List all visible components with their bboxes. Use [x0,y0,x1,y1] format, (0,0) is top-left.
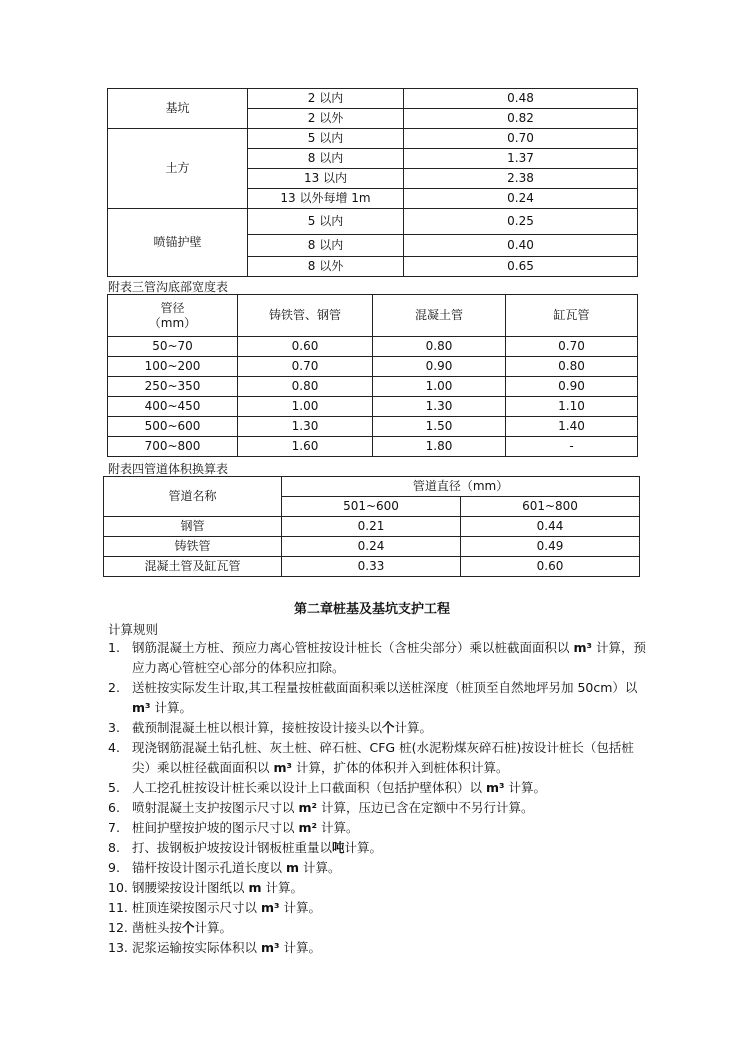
table-cell: 1.00 [238,397,373,417]
table-cell: 13 以外每增 1m [248,189,404,209]
table-row [104,557,640,577]
rule-text: 送桩按实际发生计取,其工程量按桩截面面积乘以送桩深度（桩顶至自然地坪另加 50cm）以 m³ 计算。 [132,680,638,715]
table-cell: 0.33 [282,557,461,577]
rule-number: 6. [108,800,120,815]
table-cell: 400~450 [108,397,238,417]
rules-list [108,638,648,958]
table4-caption: 附表四管道体积换算表 [108,462,229,476]
table-row [104,537,640,557]
table-row [108,357,638,377]
table-row [108,129,638,149]
header-concrete: 混凝土管 [373,295,506,337]
table-cell: 0.49 [461,537,640,557]
rule-text: 现浇钢筋混凝土钻孔桩、灰土桩、碎石桩、CFG 桩(水泥粉煤灰碎石桩)按设计桩长（包括桩尖）乘以桩径截面面积以 m³ 计算，扩体的体积并入到桩体积计算。 [132,740,634,775]
rule-item [108,818,648,838]
chapter-title: 第二章桩基及基坑支护工程 [293,602,450,617]
rule-number: 5. [108,780,120,795]
table3-caption: 附表三管沟底部宽度表 [108,280,229,294]
rule-item [108,738,648,778]
rule-item [108,718,648,738]
table-header-row [108,295,638,337]
subheader-cell: 501~600 [282,497,461,517]
table-cell: 0.80 [506,357,638,377]
subheader-cell: 601~800 [461,497,640,517]
rule-item [108,898,648,918]
rule-number: 8. [108,840,120,855]
group-label-earthwork: 土方 [108,129,248,209]
table-cell: 500~600 [108,417,238,437]
table-cell: 700~800 [108,437,238,457]
rule-text: 钢腰梁按设计图纸以 m 计算。 [132,880,303,895]
table-cell: 1.10 [506,397,638,417]
table-cell: 5 以内 [248,209,404,235]
table-cell: 8 以内 [248,235,404,257]
rule-text: 钢筋混凝土方桩、预应力离心管桩按设计桩长（含桩尖部分）乘以桩截面面积以 m³ 计算，预应力离心管桩空心部分的体积应扣除。 [132,640,646,675]
rule-text: 截预制混凝土桩以根计算，接桩按设计接头以个计算。 [132,720,433,735]
header-pipe-diameter: 管径 （mm） [108,295,238,337]
table-row [108,89,638,109]
rule-text: 喷射混凝土支护按图示尺寸以 m² 计算，压边已含在定额中不另行计算。 [132,800,534,815]
table-row [108,337,638,357]
group-label-shotcrete: 喷锚护壁 [108,209,248,277]
table-cell: 1.80 [373,437,506,457]
header-cast-iron: 铸铁管、钢管 [238,295,373,337]
table-cell: 1.30 [373,397,506,417]
rule-number: 9. [108,860,120,875]
trench-width-table [107,294,638,457]
table-cell: 2 以内 [248,89,404,109]
table-cell: 0.24 [282,537,461,557]
table-cell: 0.80 [373,337,506,357]
table-cell: 250~350 [108,377,238,397]
rule-text: 桩顶连梁按图示尺寸以 m³ 计算。 [132,900,321,915]
table-cell: 0.90 [373,357,506,377]
rule-item [108,638,648,678]
table-cell: 1.60 [238,437,373,457]
rule-number: 2. [108,680,120,695]
group-label-pit: 基坑 [108,89,248,129]
rule-item [108,678,648,718]
table-cell: 0.24 [404,189,638,209]
rule-item [108,878,648,898]
rule-number: 4. [108,740,120,755]
table-cell: 0.60 [461,557,640,577]
rule-text: 锚杆按设计图示孔道长度以 m 计算。 [132,860,341,875]
rule-item [108,938,648,958]
header-clay: 缸瓦管 [506,295,638,337]
coefficient-table [107,88,638,277]
table-cell: 0.40 [404,235,638,257]
table-cell: 50~70 [108,337,238,357]
rule-item [108,798,648,818]
header-pipe-name: 管道名称 [104,477,282,517]
table-cell: 0.65 [404,257,638,277]
table-cell: 0.80 [238,377,373,397]
table-cell: 2 以外 [248,109,404,129]
table-row [108,417,638,437]
rule-item [108,778,648,798]
table-cell: - [506,437,638,457]
table-cell: 2.38 [404,169,638,189]
rule-number: 1. [108,640,120,655]
table-cell: 1.30 [238,417,373,437]
table-cell: 1.50 [373,417,506,437]
rule-number: 3. [108,720,120,735]
table-cell: 1.37 [404,149,638,169]
rule-number: 11. [108,900,128,915]
rule-text: 打、拔钢板护坡按设计钢板桩重量以吨计算。 [132,840,383,855]
rule-item [108,838,648,858]
rule-number: 10. [108,880,128,895]
table-cell: 0.25 [404,209,638,235]
section-label: 计算规则 [108,622,159,637]
table-cell: 1.00 [373,377,506,397]
rule-item [108,918,648,938]
table-row [108,437,638,457]
rule-text: 泥浆运输按实际体积以 m³ 计算。 [132,940,321,955]
table-cell: 8 以外 [248,257,404,277]
table-row [104,517,640,537]
table-cell: 0.82 [404,109,638,129]
pipe-volume-table [103,476,640,577]
rule-number: 12. [108,920,128,935]
table-cell: 1.40 [506,417,638,437]
table-cell: 0.70 [506,337,638,357]
table-row [108,209,638,235]
table-cell: 铸铁管 [104,537,282,557]
rule-text: 桩间护壁按护坡的图示尺寸以 m² 计算。 [132,820,359,835]
table-cell: 0.70 [404,129,638,149]
table-row [108,397,638,417]
table-cell: 0.60 [238,337,373,357]
table-header-row [104,477,640,497]
table-cell: 混凝土管及缸瓦管 [104,557,282,577]
rule-item [108,858,648,878]
table-row [108,377,638,397]
table-cell: 0.21 [282,517,461,537]
rule-text: 人工挖孔桩按设计桩长乘以设计上口截面积（包括护壁体积）以 m³ 计算。 [132,780,546,795]
rule-text: 凿桩头按个计算。 [132,920,233,935]
rule-number: 13. [108,940,128,955]
table-cell: 0.70 [238,357,373,377]
table-cell: 0.48 [404,89,638,109]
table-cell: 0.90 [506,377,638,397]
table-cell: 钢管 [104,517,282,537]
table-cell: 5 以内 [248,129,404,149]
rule-number: 7. [108,820,120,835]
table-cell: 13 以内 [248,169,404,189]
table-cell: 0.44 [461,517,640,537]
header-pipe-diameter-group: 管道直径（mm） [282,477,640,497]
table-cell: 100~200 [108,357,238,377]
table-cell: 8 以内 [248,149,404,169]
